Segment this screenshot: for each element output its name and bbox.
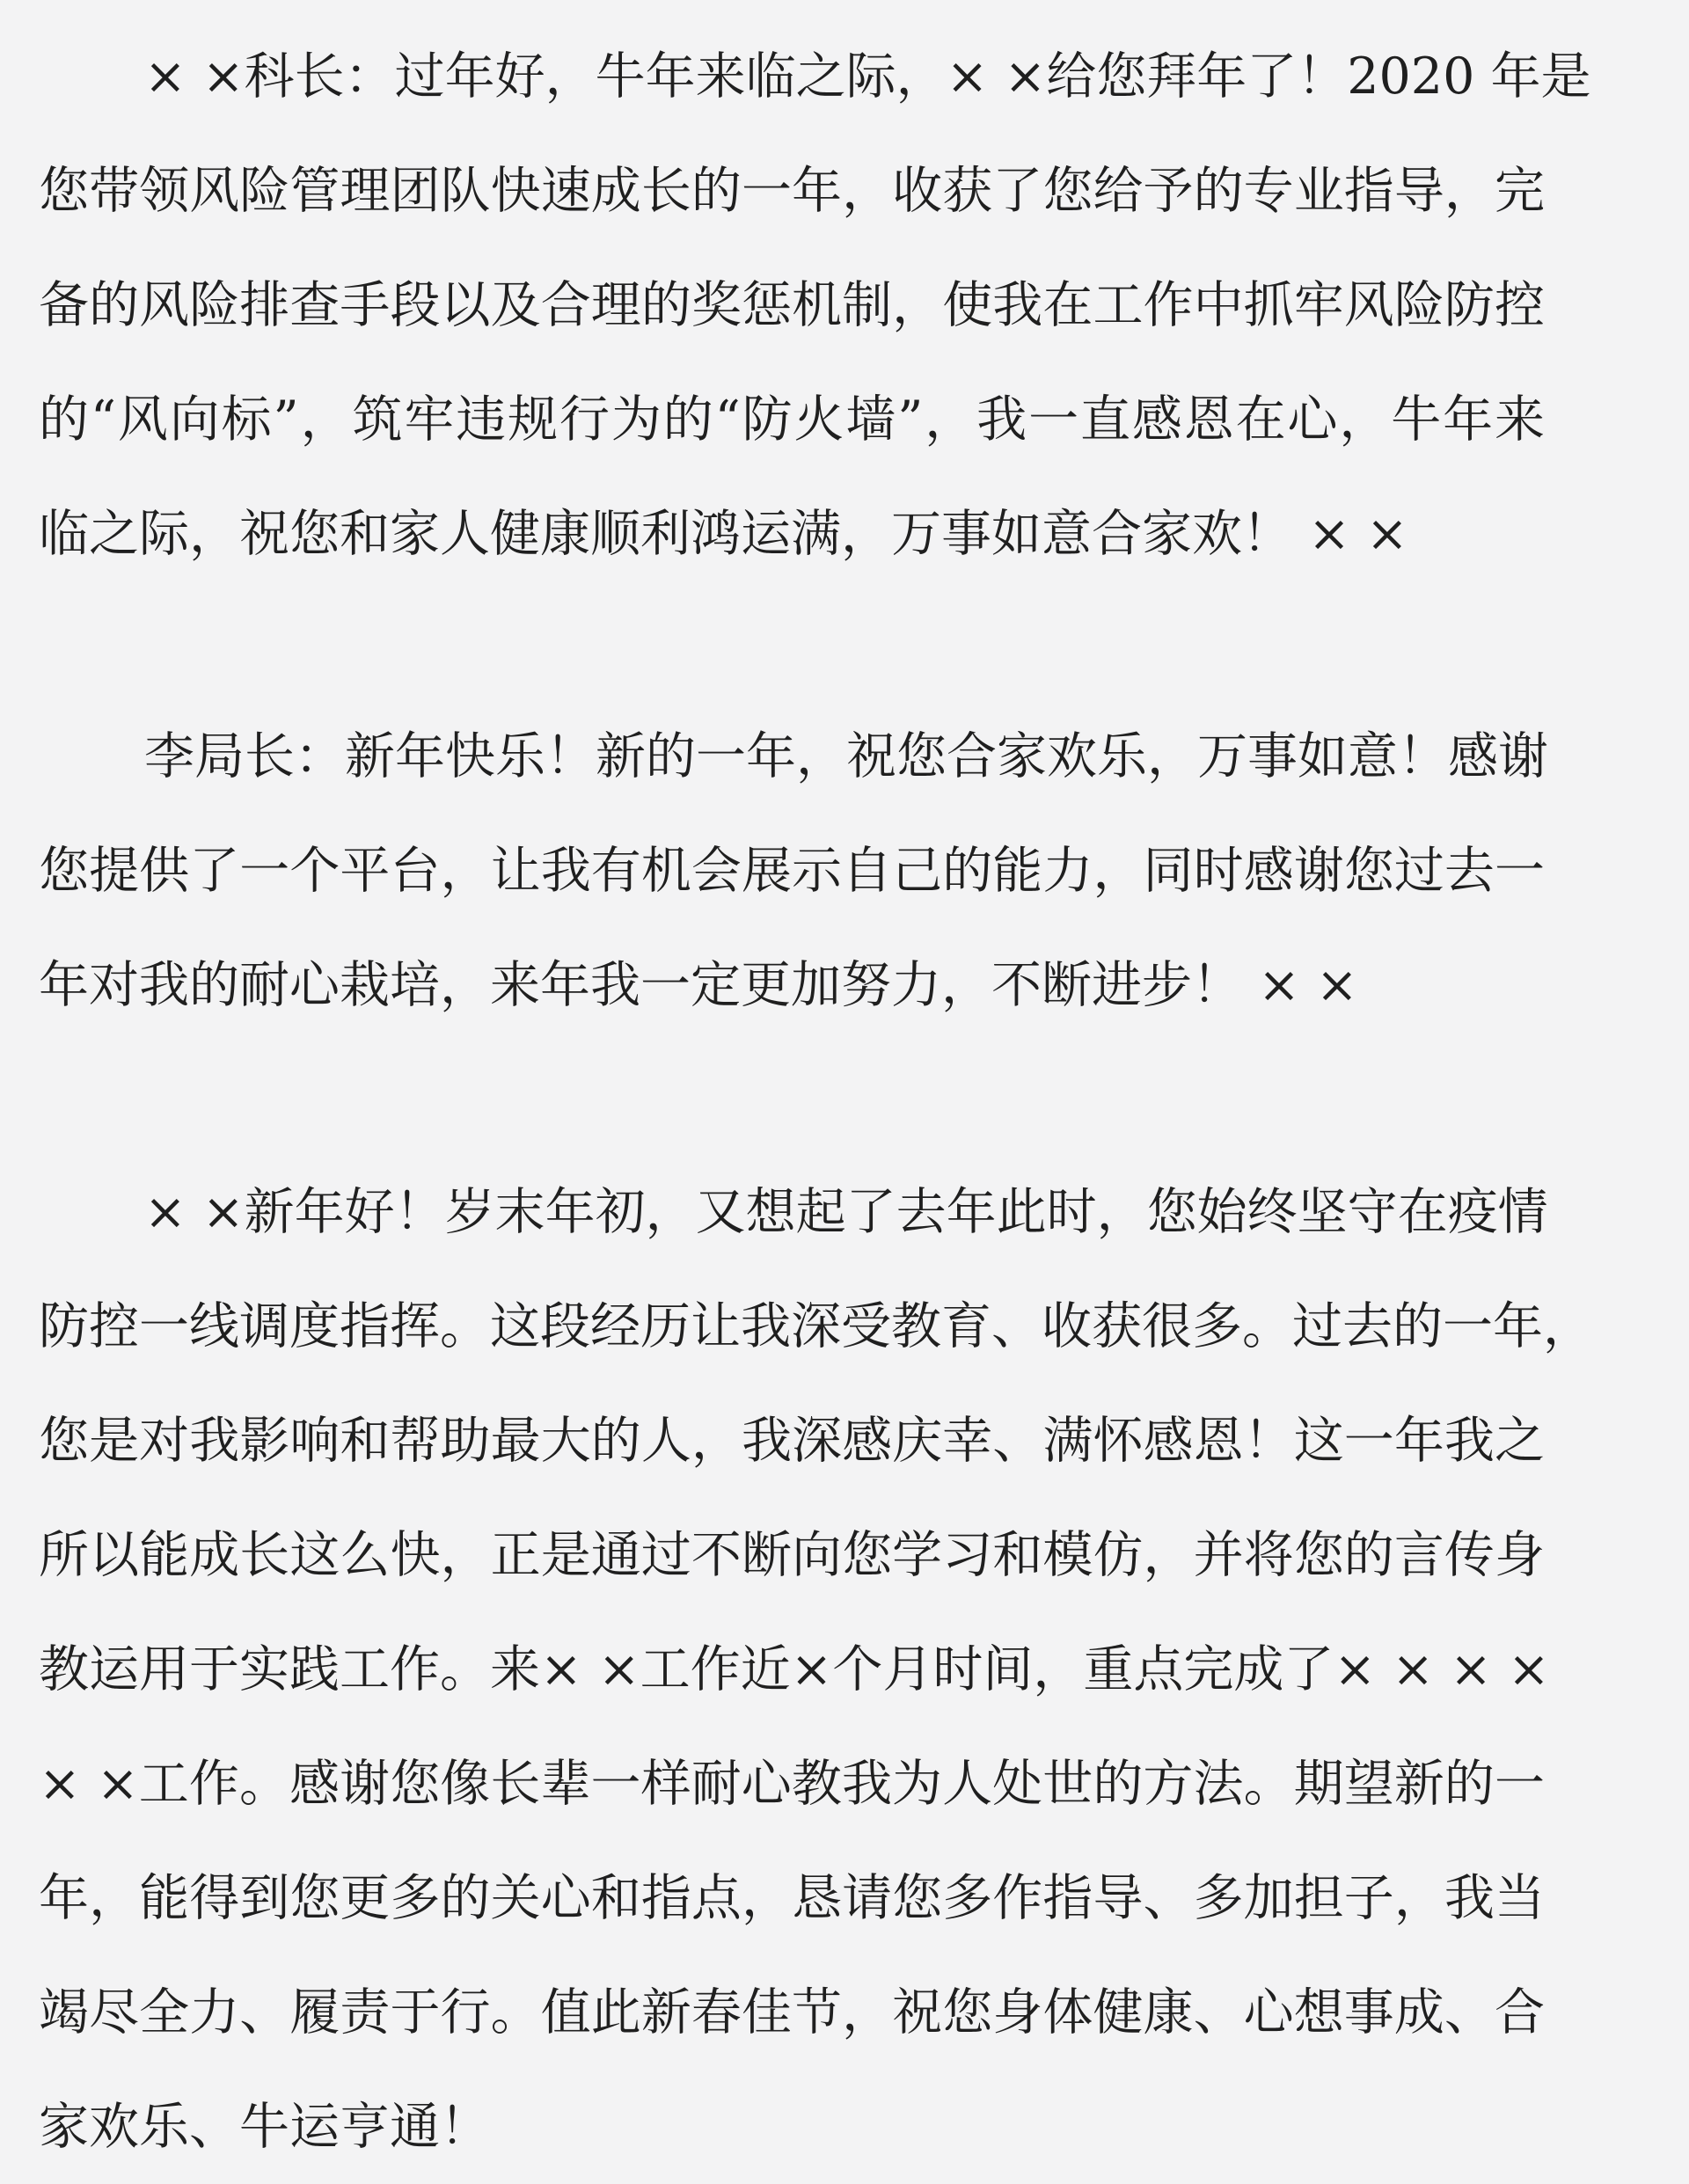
text-line: 竭尽全力、履责于行。值此新春佳节，祝您身体健康、心想事成、合 [39, 1983, 1545, 2042]
text-line: 备的风险排查手段以及合理的奖惩机制，使我在工作中抓牢风险防控 [39, 276, 1545, 334]
greeting-paragraph-3 [39, 1155, 1593, 2184]
text-line: 临之际，祝您和家人健康顺利鸿运满，万事如意合家欢！ × × [39, 505, 1408, 563]
text-line: 您提供了一个平台，让我有机会展示自己的能力，同时感谢您过去一 [39, 842, 1545, 900]
text-line: 防控一线调度指挥。这段经历让我深受教育、收获很多。过去的一年， [39, 1297, 1593, 1355]
greeting-paragraph-1 [39, 19, 1591, 591]
text-line: × ×新年好！岁末年初，又想起了去年此时，您始终坚守在疫情 [144, 1183, 1548, 1241]
text-line: × ×工作。感谢您像长辈一样耐心教我为人处世的方法。期望新的一 [39, 1755, 1545, 1813]
text-line: 的“风向标”，筑牢违规行为的“防火墙”，我一直感恩在心，牛年来 [39, 391, 1545, 449]
text-line: 所以能成长这么快，正是通过不断向您学习和模仿，并将您的言传身 [39, 1526, 1545, 1584]
text-line: 教运用于实践工作。来× ×工作近×个月时间，重点完成了× × × × [39, 1640, 1550, 1698]
text-line: 年对我的耐心栽培，来年我一定更加努力，不断进步！ × × [39, 956, 1358, 1014]
text-line: 家欢乐、牛运亨通！ [39, 2098, 490, 2156]
text-line: × ×科长：过年好，牛年来临之际，× ×给您拜年了！2020 年是 [144, 47, 1591, 106]
text-line: 李局长：新年快乐！新的一年，祝您合家欢乐，万事如意！感谢 [144, 727, 1548, 785]
text-line: 您是对我影响和帮助最大的人，我深感庆幸、满怀感恩！这一年我之 [39, 1412, 1545, 1470]
text-line: 您带领风险管理团队快速成长的一年，收获了您给予的专业指导，完 [39, 162, 1545, 220]
text-line: 年，能得到您更多的关心和指点，恳请您多作指导、多加担子，我当 [39, 1869, 1545, 1927]
greeting-paragraph-2 [39, 699, 1548, 1042]
